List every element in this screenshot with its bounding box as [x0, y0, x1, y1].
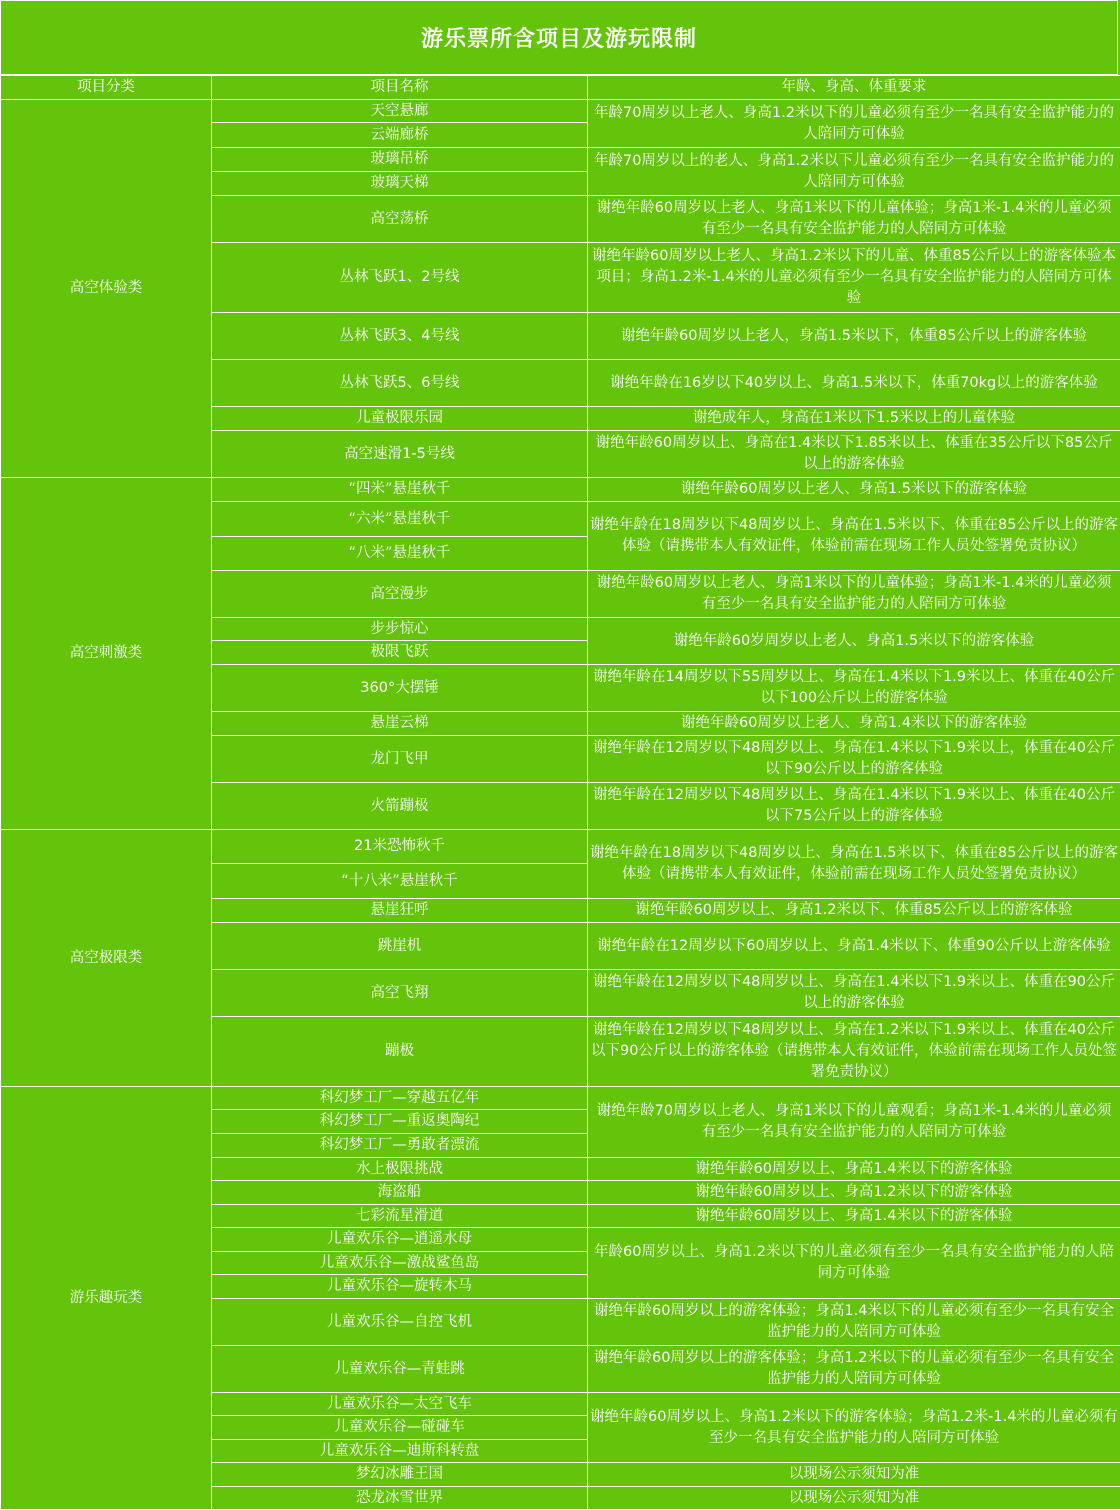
requirement-cell: 以现场公示须知为准: [588, 1487, 1120, 1510]
item-name: 高空速滑1-5号线: [212, 431, 588, 478]
item-name: 梦幻冰雕王国: [212, 1463, 588, 1487]
requirement-cell: 谢绝年龄70周岁以上老人、身高1米以下的儿童观看；身高1米-1.4米的儿童必须有至少一名具有安全监护能力的人陪同方可体验: [588, 1087, 1120, 1158]
requirement-cell: 谢绝年龄在16岁以下40岁以上、身高1.5米以下，体重70kg以上的游客体验: [588, 360, 1120, 407]
header-name: 项目名称: [212, 76, 588, 100]
item-name: 儿童欢乐谷—迪斯科转盘: [212, 1440, 588, 1463]
requirement-cell: 年龄70周岁以上的老人、身高1.2米以下儿童必须有至少一名具有安全监护能力的人陪同方可体验: [588, 148, 1120, 196]
item-name: 高空漫步: [212, 571, 588, 618]
item-name: 儿童欢乐谷—旋转木马: [212, 1275, 588, 1299]
item-name: 360°大摆锤: [212, 665, 588, 712]
item-name: “八米”悬崖秋千: [212, 537, 588, 571]
requirement-cell: 谢绝年龄在12周岁以下48周岁以上、身高在1.2米以下1.9米以上、体重在40公斤以下90公斤以上的游客体验（请携带本人有效证件，体验前需在现场工作人员处签署免责协议）: [588, 1017, 1120, 1087]
item-name: 云端廊桥: [212, 123, 588, 148]
requirement-cell: 谢绝年龄在12周岁以下48周岁以上、身高在1.4米以下1.9米以上、体重在40公斤以下75公斤以上的游客体验: [588, 783, 1120, 830]
table-row: [1, 1087, 1120, 1110]
requirement-cell: 谢绝年龄在12周岁以下48周岁以上、身高在1.4米以下1.9米以上、体重在90公斤以上的游客体验: [588, 970, 1120, 1017]
item-name: 儿童欢乐谷—太空飞车: [212, 1393, 588, 1416]
requirement-cell: 谢绝年龄60周岁以上、身高1.4米以下的游客体验: [588, 1205, 1120, 1228]
requirement-cell: 谢绝年龄60周岁以上老人，身高1.5米以下，体重85公斤以上的游客体验: [588, 313, 1120, 360]
requirement-cell: 谢绝年龄在18周岁以下48周岁以上、身高在1.5米以下、体重在85公斤以上的游客体验（请携带本人有效证件，体验前需在现场工作人员处签署免责协议）: [588, 830, 1120, 899]
item-name: 丛林飞跃3、4号线: [212, 313, 588, 360]
item-name: 21米恐怖秋千: [212, 830, 588, 864]
item-name: 儿童欢乐谷—逍遥水母: [212, 1228, 588, 1252]
item-name: 悬崖云梯: [212, 712, 588, 736]
item-name: 跳崖机: [212, 923, 588, 970]
requirement-cell: 谢绝年龄60周岁以上、身高1.4米以下的游客体验: [588, 1158, 1120, 1181]
item-name: “四米”悬崖秋千: [212, 478, 588, 502]
item-name: 水上极限挑战: [212, 1158, 588, 1181]
requirement-cell: 谢绝年龄60周岁以上、身高1.2米以下、体重85公斤以上的游客体验: [588, 899, 1120, 923]
item-name: 儿童欢乐谷—青蛙跳: [212, 1346, 588, 1393]
requirement-cell: 谢绝年龄在12周岁以下48周岁以上、身高在1.4米以下1.9米以上，体重在40公斤以下90公斤以上的游客体验: [588, 736, 1120, 783]
item-name: 科幻梦工厂—勇敢者漂流: [212, 1134, 588, 1158]
item-name: 科幻梦工厂—重返奥陶纪: [212, 1110, 588, 1134]
item-name: 高空飞翔: [212, 970, 588, 1017]
requirement-cell: 年龄70周岁以上老人、身高1.2米以下的儿童必须有至少一名具有安全监护能力的人陪同方可体验: [588, 100, 1120, 148]
requirement-cell: 谢绝年龄60周岁以上老人、身高1米以下的儿童体验；身高1米-1.4米的儿童必须有至少一名具有安全监护能力的人陪同方可体验: [588, 196, 1120, 243]
item-name: 丛林飞跃5、6号线: [212, 360, 588, 407]
requirement-cell: 谢绝年龄在12周岁以下60周岁以上、身高1.4米以下、体重90公斤以上游客体验: [588, 923, 1120, 970]
requirement-cell: 谢绝年龄60周岁以上老人、身高1米以下的儿童体验；身高1米-1.4米的儿童必须有至少一名具有安全监护能力的人陪同方可体验: [588, 571, 1120, 618]
item-name: 玻璃吊桥: [212, 148, 588, 172]
category-cell: 高空极限类: [1, 830, 212, 1087]
item-name: 七彩流星滑道: [212, 1205, 588, 1228]
item-name: 悬崖狂呼: [212, 899, 588, 923]
page-title: 游乐票所含项目及游玩限制: [0, 0, 1118, 75]
item-name: 火箭蹦极: [212, 783, 588, 830]
requirement-cell: 年龄60周岁以上、身高1.2米以下的儿童必须有至少一名具有安全监护能力的人陪同方可体验: [588, 1228, 1120, 1299]
requirement-cell: 谢绝年龄在18周岁以下48周岁以上、身高在1.5米以下、体重在85公斤以上的游客体验（请携带本人有效证件，体验前需在现场工作人员处签署免责协议）: [588, 502, 1120, 571]
item-name: 儿童欢乐谷—自控飞机: [212, 1299, 588, 1346]
item-name: “六米”悬崖秋千: [212, 502, 588, 537]
item-name: 儿童欢乐谷—碰碰车: [212, 1416, 588, 1440]
item-name: 科幻梦工厂—穿越五亿年: [212, 1087, 588, 1110]
table-row: [1, 478, 1120, 502]
item-name: 高空荡桥: [212, 196, 588, 243]
requirement-cell: 谢绝年龄在14周岁以下55周岁以上、身高在1.4米以下1.9米以上、体重在40公斤以下100公斤以上的游客体验: [588, 665, 1120, 712]
item-name: 步步惊心: [212, 618, 588, 641]
item-name: 恐龙冰雪世界: [212, 1487, 588, 1510]
requirement-cell: 谢绝年龄60周岁以上老人、身高1.4米以下的游客体验: [588, 712, 1120, 736]
requirement-cell: 谢绝年龄60周岁以上老人、身高1.5米以下的游客体验: [588, 478, 1120, 502]
requirement-cell: 谢绝年龄60周岁以上、身高1.2米以下的游客体验: [588, 1181, 1120, 1205]
category-cell: 游乐趣玩类: [1, 1087, 212, 1510]
item-name: 儿童欢乐谷—激战鲨鱼岛: [212, 1252, 588, 1275]
requirement-cell: 谢绝年龄60周岁以上的游客体验；身高1.4米以下的儿童必须有至少一名具有安全监护能力的人陪同方可体验: [588, 1299, 1120, 1346]
table-row: [1, 100, 1120, 123]
requirement-cell: 谢绝成年人，身高在1米以下1.5米以上的儿童体验: [588, 407, 1120, 431]
item-name: 蹦极: [212, 1017, 588, 1087]
item-name: 天空悬廊: [212, 100, 588, 123]
requirement-cell: 谢绝年龄60岁周岁以上老人、身高1.5米以下的游客体验: [588, 618, 1120, 665]
item-name: 玻璃天梯: [212, 172, 588, 196]
requirement-cell: 以现场公示须知为准: [588, 1463, 1120, 1487]
table-row: [1, 830, 1120, 864]
table-header-row: [1, 76, 1120, 100]
requirement-cell: 谢绝年龄60周岁以上、身高在1.4米以下1.85米以上、体重在35公斤以下85公斤以上的游客体验: [588, 431, 1120, 478]
item-name: 儿童极限乐园: [212, 407, 588, 431]
requirement-cell: 谢绝年龄60周岁以上的游客体验；身高1.2米以下的儿童必须有至少一名具有安全监护能力的人陪同方可体验: [588, 1346, 1120, 1393]
category-cell: 高空刺激类: [1, 478, 212, 830]
item-name: 极限飞跃: [212, 641, 588, 665]
item-name: “十八米”悬崖秋千: [212, 864, 588, 899]
item-name: 海盗船: [212, 1181, 588, 1205]
requirement-cell: 谢绝年龄60周岁以上老人、身高1.2米以下的儿童、体重85公斤以上的游客体验本项目；身高1.2米-1.4米的儿童必须有至少一名具有安全监护能力的人陪同方可体验: [588, 243, 1120, 313]
header-requirement: 年龄、身高、体重要求: [588, 76, 1120, 100]
item-name: 丛林飞跃1、2号线: [212, 243, 588, 313]
items-table: [0, 75, 1120, 1510]
category-cell: 高空体验类: [1, 100, 212, 478]
header-category: 项目分类: [1, 76, 212, 100]
item-name: 龙门飞甲: [212, 736, 588, 783]
requirement-cell: 谢绝年龄60周岁以上、身高1.2米以下的游客体验；身高1.2米-1.4米的儿童必须有至少一名具有安全监护能力的人陪同方可体验: [588, 1393, 1120, 1463]
